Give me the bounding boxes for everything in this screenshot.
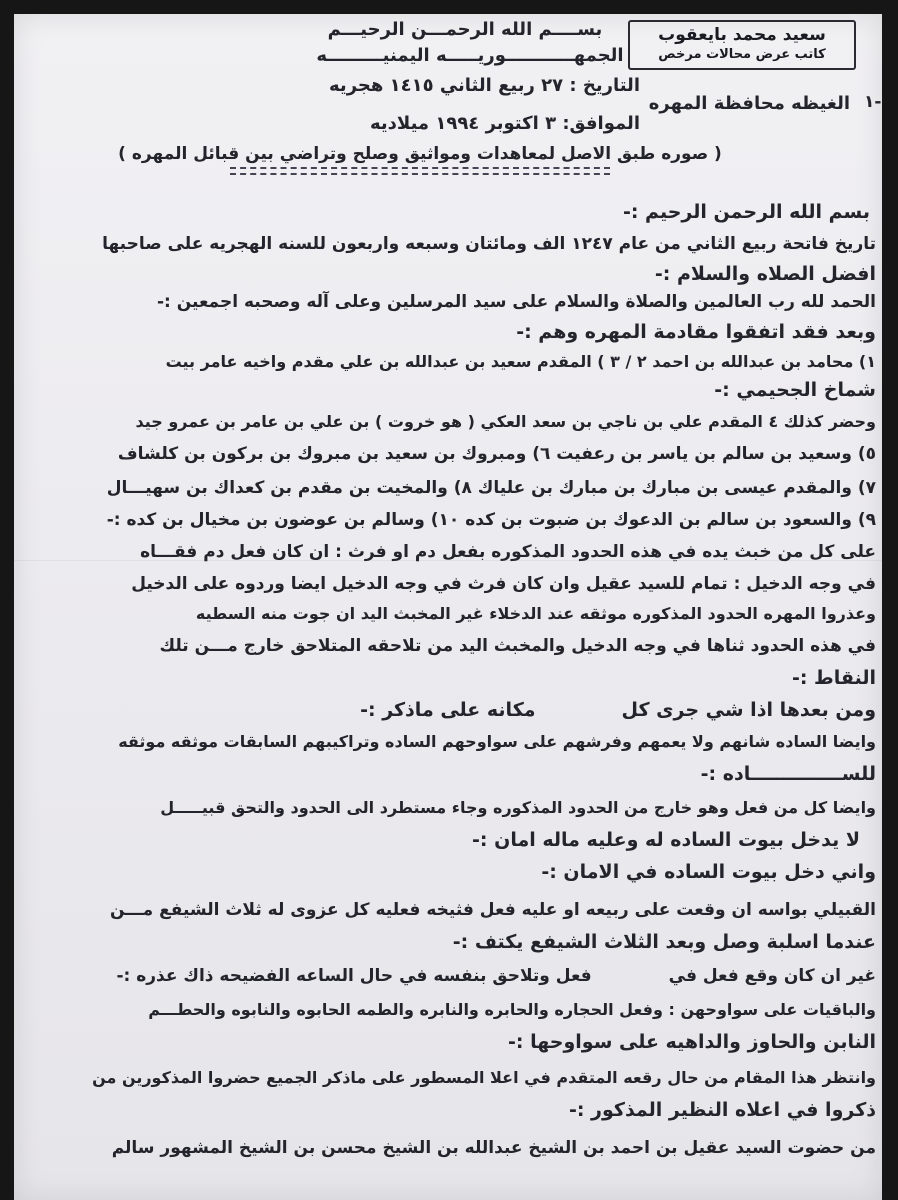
title-underline-1 (230, 167, 610, 169)
margin-number: ١- (864, 92, 882, 112)
body-line: ١) محامد بن عبدالله بن احمد ٢ / ٣ ) المقدم سعيد بن عبدالله بن علي مقدم واخيه عامر بيت (165, 352, 876, 371)
stamp-title: كاتب عرض محالات مرخص (658, 47, 826, 62)
body-line: للســــــــــــــاده :- (700, 763, 876, 785)
body-line: بسم الله الرحمن الرحيم :- (622, 201, 870, 223)
body-line: النقاط :- (791, 667, 876, 689)
body-line: ٩) والسعود بن سالم بن الدعوك بن ضبوت بن كده ١٠) وسالم بن عوضون بن مخيال بن كده :- (106, 510, 876, 530)
body-line: شماخ الجحيمي :- (714, 379, 876, 401)
body-line: من حضوت السيد عقيل بن احمد بن الشيخ عبدالله بن الشيخ محسن بن الشيخ المشهور سالم (111, 1138, 876, 1158)
basmala-heading: بســــم الله الرحمـــن الرحيـــم (327, 19, 603, 40)
body-line: ذكروا في اعلاه النظير المذكور :- (568, 1099, 876, 1121)
body-line: ومن بعدها اذا شي جرى كل مكانه على ماذكر :- (360, 699, 876, 721)
body-line: وبعد فقد اتفقوا مقادمة المهره وهم :- (516, 321, 876, 343)
body-line: افضل الصلاه والسلام :- (654, 263, 876, 285)
body-line: والباقيات على سواوحهن : وفعل الحجاره والحابره والنابره والطمه الحابوه والنابوه والحطـــم (148, 1000, 876, 1019)
document-title: ( صوره طبق الاصل لمعاهدات ومواثيق وصلح وتراضي بين قبائل المهره ) (118, 144, 722, 164)
body-line: وايضا الساده شانهم ولا يعمهم وفرشهم على سواوحهم الساده وتراكيبهم السابقات موثقه موثقه (118, 732, 876, 751)
body-line: واني دخل بيوت الساده في الامان :- (541, 861, 876, 883)
body-line: القبيلي بواسه ان وقعت على ربيعه او عليه فعل فثيخه فعليه كل عزوى له ثلاث الشيفع مـــن (109, 900, 876, 920)
body-line: في وجه الدخيل : تمام للسيد عقيل وان كان فرث في وجه الدخيل ايضا وردوه على الدخيل (131, 574, 876, 594)
body-line: وحضر كذلك ٤ المقدم علي بن ناجي بن سعد العكي ( هو خروت ) بن علي بن عامر بن عمرو جيد (135, 412, 876, 431)
body-line: عندما اسلبة وصل وبعد الثلاث الشيفع يكتف :- (452, 931, 876, 953)
body-line: غير ان كان وقع فعل في فعل وتلاحق بنفسه في حال الساعه الفضيحه ذاك عذره :- (116, 966, 876, 986)
date-gregorian: الموافق: ٣ اكتوبر ١٩٩٤ ميلاديه (370, 113, 640, 134)
body-line: الحمد لله رب العالمين والصلاة والسلام على سيد المرسلين وعلى آله وصحبه اجمعين :- (156, 292, 876, 312)
body-line: في هذه الحدود ثناها في وجه الدخيل والمخبث اليد من تلاحقه المتلاحق خارج مـــن تلك (159, 636, 876, 656)
body-line: وانتظر هذا المقام من حال رقعه المتقدم في اعلا المسطور على ماذكر الجميع حضروا المذكورين من (92, 1068, 876, 1087)
body-line: لا يدخل بيوت الساده له وعليه ماله امان :- (472, 829, 860, 851)
republic-heading: الجمهـــــــــــوريـــــه اليمنيـــــــــه (316, 45, 624, 66)
scribe-stamp (628, 20, 856, 70)
body-line: ٥) وسعيد بن سالم بن ياسر بن رعفيت ٦) ومبروك بن سعيد بن مبروك بن بركون بن كلشاف (117, 444, 876, 464)
body-line: تاريخ فاتحة ربيع الثاني من عام ١٢٤٧ الف ومائتان وسبعه واربعون للسنه الهجريه على صاحبها (102, 234, 876, 254)
body-line: ٧) والمقدم عيسى بن مبارك بن مبارك بن علياك ٨) والمخيت بن مقدم بن كعداك بن سهيـــال (106, 478, 876, 498)
body-line: النابن والحاوز والداهيه على سواوحها :- (507, 1031, 876, 1053)
body-line: وعذروا المهره الحدود المذكوره موثقه عند الدخلاء غير المخبث اليد ان جوت منه السطيه (195, 604, 876, 623)
governorate-label: الغيظه محافظة المهره (648, 93, 850, 114)
date-hijri: التاريخ : ٢٧ ربيع الثاني ١٤١٥ هجريه (329, 75, 640, 96)
body-line: على كل من خبث يده في هذه الحدود المذكوره بفعل دم او فرث : ان كان فعل دم فقـــاه (140, 542, 876, 562)
title-underline-2 (230, 173, 610, 175)
body-line: وايضا كل من فعل وهو خارج من الحدود المذكوره وجاء مستطرد الى الحدود والتحق قبيـــــل (160, 798, 876, 817)
stamp-name: سعيد محمد بايعقوب (658, 25, 826, 45)
